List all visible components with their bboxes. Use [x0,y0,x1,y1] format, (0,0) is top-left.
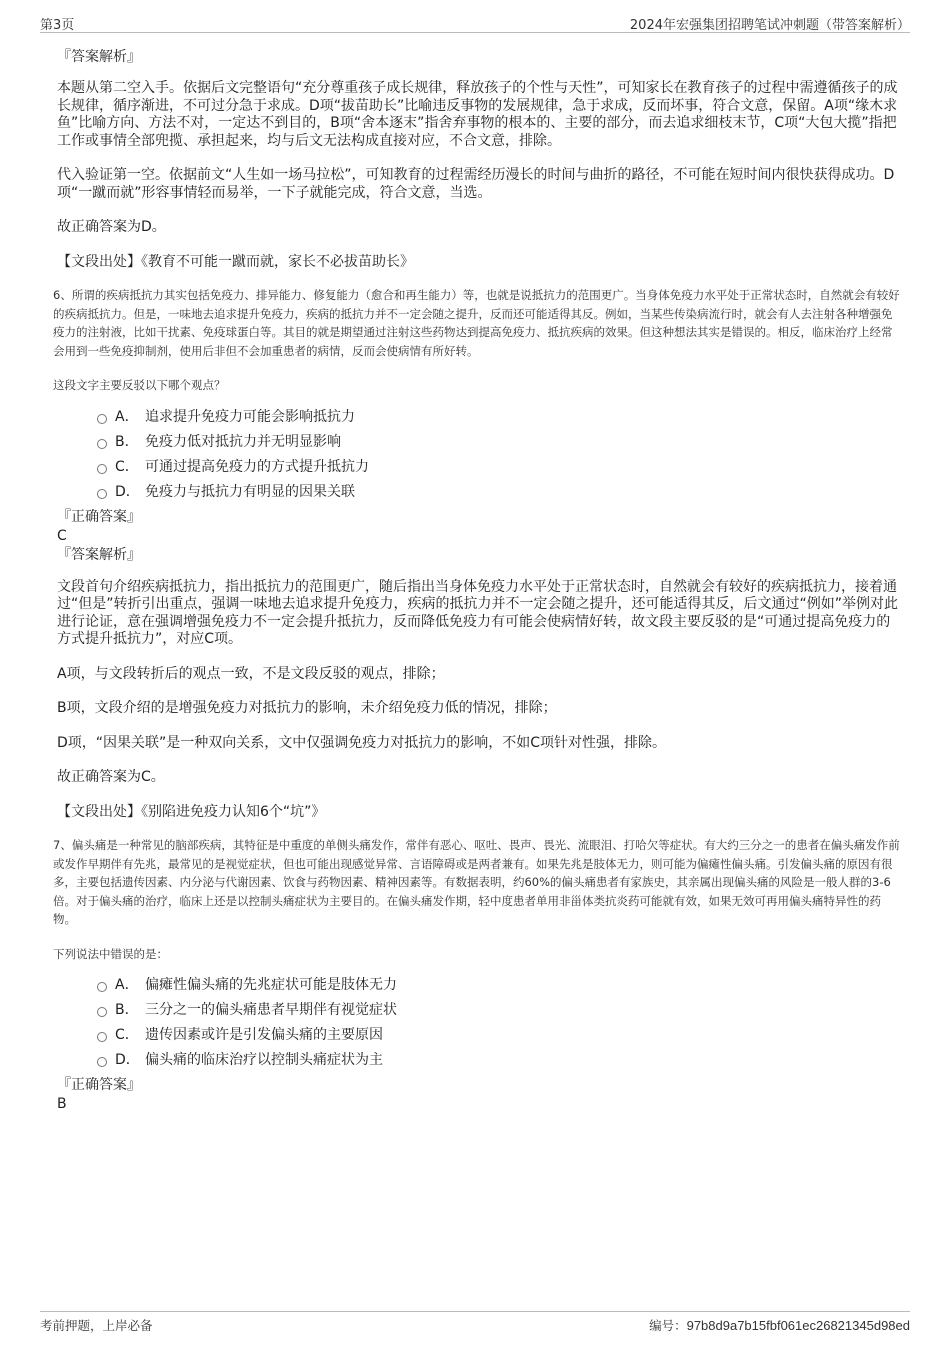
q7-option-b[interactable]: B． 三分之一的偏头痛患者早期伴有视觉症状 [97,998,902,1023]
q7-answer-label: 『正确答案』 [57,1077,141,1093]
q6-answer-label: 『正确答案』 [57,508,141,525]
q6-answer: C [57,527,67,544]
q6-option-a[interactable]: A． 追求提升免疫力可能会影响抵抗力 [97,405,902,430]
q6-analysis-a: A项，与文段转折后的观点一致，不是文段反驳的观点，排除； [57,665,445,682]
q5-source: 【文段出处】《教育不可能一蹴而就，家长不必拔苗助长》 [57,253,414,270]
radio-icon[interactable] [97,982,107,992]
code-value: 97b8d9a7b15fbf061ec26821345d98ed [686,1318,910,1333]
page-footer [40,1311,910,1334]
q6-option-c[interactable]: C． 可通过提高免疫力的方式提升抵抗力 [97,455,902,480]
q5-analysis-p2: 代入验证第一空。依据前文“人生如一场马拉松”，可知教育的过程需经历漫长的时间与曲折的路径，不可能在短时间内很快获得成功。D项“一蹴而就”形容事情轻而易举，一下子就能完成，符合文意，当选。 [57,167,895,201]
q7-option-c[interactable]: C． 遗传因素或许是引发偏头痛的主要原因 [97,1023,902,1048]
q6-stem: 6、所谓的疾病抵抗力其实包括免疫力、排异能力、修复能力（愈合和再生能力）等，也就是说抵抗力的范围更广。当身体免疫力水平处于正常状态时，自然就会有较好的疾病抵抗力。但是，一味地去追求提升免疫力，疾病的抵抗力并不一定会随之提升，反而还可能适得其反。例如，当某些传染病流行时，就会有人去注射各种增强免疫力的注射液，比如干扰素、免疫球蛋白等。其目的就是期望通过注射这些药物达到提高免疫力、抵抗疾病的效果。但这种想法其实是错误的。相反，临床治疗上经常会用到一些免疫抑制剂，使用后非但不会加重患者的病情，反而会使病情有所好转。 [53,288,900,358]
q6-question: 这段文字主要反驳以下哪个观点？ [53,378,226,392]
page-number: 第3页 [40,18,75,33]
q7-answer: B [57,1096,67,1112]
q6-source: 【文段出处】《别陷进免疫力认知6个“坑”》 [57,803,326,820]
q6-options [57,405,902,505]
q6-analysis-b: B项，文段介绍的是增强免疫力对抵抗力的影响，未介绍免疫力低的情况，排除； [57,700,557,716]
footer-slogan: 考前押题，上岸必备 [40,1318,153,1333]
code-label: 编号： [649,1318,687,1333]
radio-icon[interactable] [97,489,107,499]
document-code [649,1316,910,1334]
q6-option-b[interactable]: B． 免疫力低对抵抗力并无明显影响 [97,430,902,455]
q5-analysis-label: 『答案解析』 [57,49,141,65]
q6-analysis-p1: 文段首句介绍疾病抵抗力，指出抵抗力的范围更广，随后指出当身体免疫力水平处于正常状态时，自然就会有较好的疾病抵抗力，接着通过“但是”转折引出重点，强调一味地去追求提升免疫力，疾病的抵抗力并不一定会随之提升，还可能适得其反，后文通过“例如”举例对此进行论证，意在强调增强免疫力不一定会提升抵抗力，反而降低免疫力有可能会使病情好转，故文段主要反驳的是“可通过提高免疫力的方式提升抵抗力”，对应C项。 [57,578,899,647]
radio-icon[interactable] [97,464,107,474]
page-header [40,10,910,33]
radio-icon[interactable] [97,1057,107,1067]
q7-question: 下列说法中错误的是： [53,946,168,961]
q7-option-d[interactable]: D． 偏头痛的临床治疗以控制头痛症状为主 [97,1048,902,1073]
page-content [53,40,902,1114]
q5-conclusion: 故正确答案为D。 [57,219,166,235]
q6-analysis-d: D项，“因果关联”是一种双向关系，文中仅强调免疫力对抵抗力的影响，不如C项针对性强，排除。 [57,734,667,751]
q7-stem: 7、偏头痛是一种常见的脑部疾病，其特征是中重度的单侧头痛发作，常伴有恶心、呕吐、畏声、畏光、流眼泪、打哈欠等症状。有大约三分之一的患者在偏头痛发作前或发作早期伴有先兆，最常见的是视觉症状，但也可能出现感觉异常、言语障碍或是两者兼有。如果先兆是肢体无力，则可能为偏瘫性偏头痛。引发偏头痛的原因有很多，主要包括遗传因素、内分泌与代谢因素、饮食与药物因素、精神因素等。有数据表明，约60%的偏头痛患者有家族史，其亲属出现偏头痛的风险是一般人群的3-6倍。对于偏头痛的治疗，临床上还是以控制头痛症状为主要目的。在偏头痛发作期，轻中度患者单用非甾体类抗炎药可能就有效，如果无效可再用偏头痛特异性的药物。 [53,838,900,926]
document-title: 2024年宏强集团招聘笔试冲刺题（带答案解析） [629,18,910,33]
radio-icon[interactable] [97,1032,107,1042]
radio-icon[interactable] [97,439,107,449]
q6-conclusion: 故正确答案为C。 [57,769,165,785]
q5-analysis-p1: 本题从第二空入手。依据后文完整语句“充分尊重孩子成长规律，释放孩子的个性与天性”，可知家长在教育孩子的过程中需遵循孩子的成长规律，循序渐进，不可过分急于求成。D项“拔苗助长”比喻违反事物的发展规律，急于求成，反而坏事，符合文意，保留。A项“缘木求鱼”比喻方向、方法不对，一定达不到目的，B项“舍本逐末”指舍弃事物的根本的、主要的部分，而去追求细枝末节，C项“大包大揽”指把工作或事情全部兜揽、承担起来，均与后文无法构成直接对应，不合文意，排除。 [57,80,898,149]
q6-option-d[interactable]: D． 免疫力与抵抗力有明显的因果关联 [97,480,902,505]
radio-icon[interactable] [97,414,107,424]
q7-options [57,973,902,1073]
radio-icon[interactable] [97,1007,107,1017]
q6-analysis-label: 『答案解析』 [57,546,141,563]
q7-option-a[interactable]: A． 偏瘫性偏头痛的先兆症状可能是肢体无力 [97,973,902,998]
